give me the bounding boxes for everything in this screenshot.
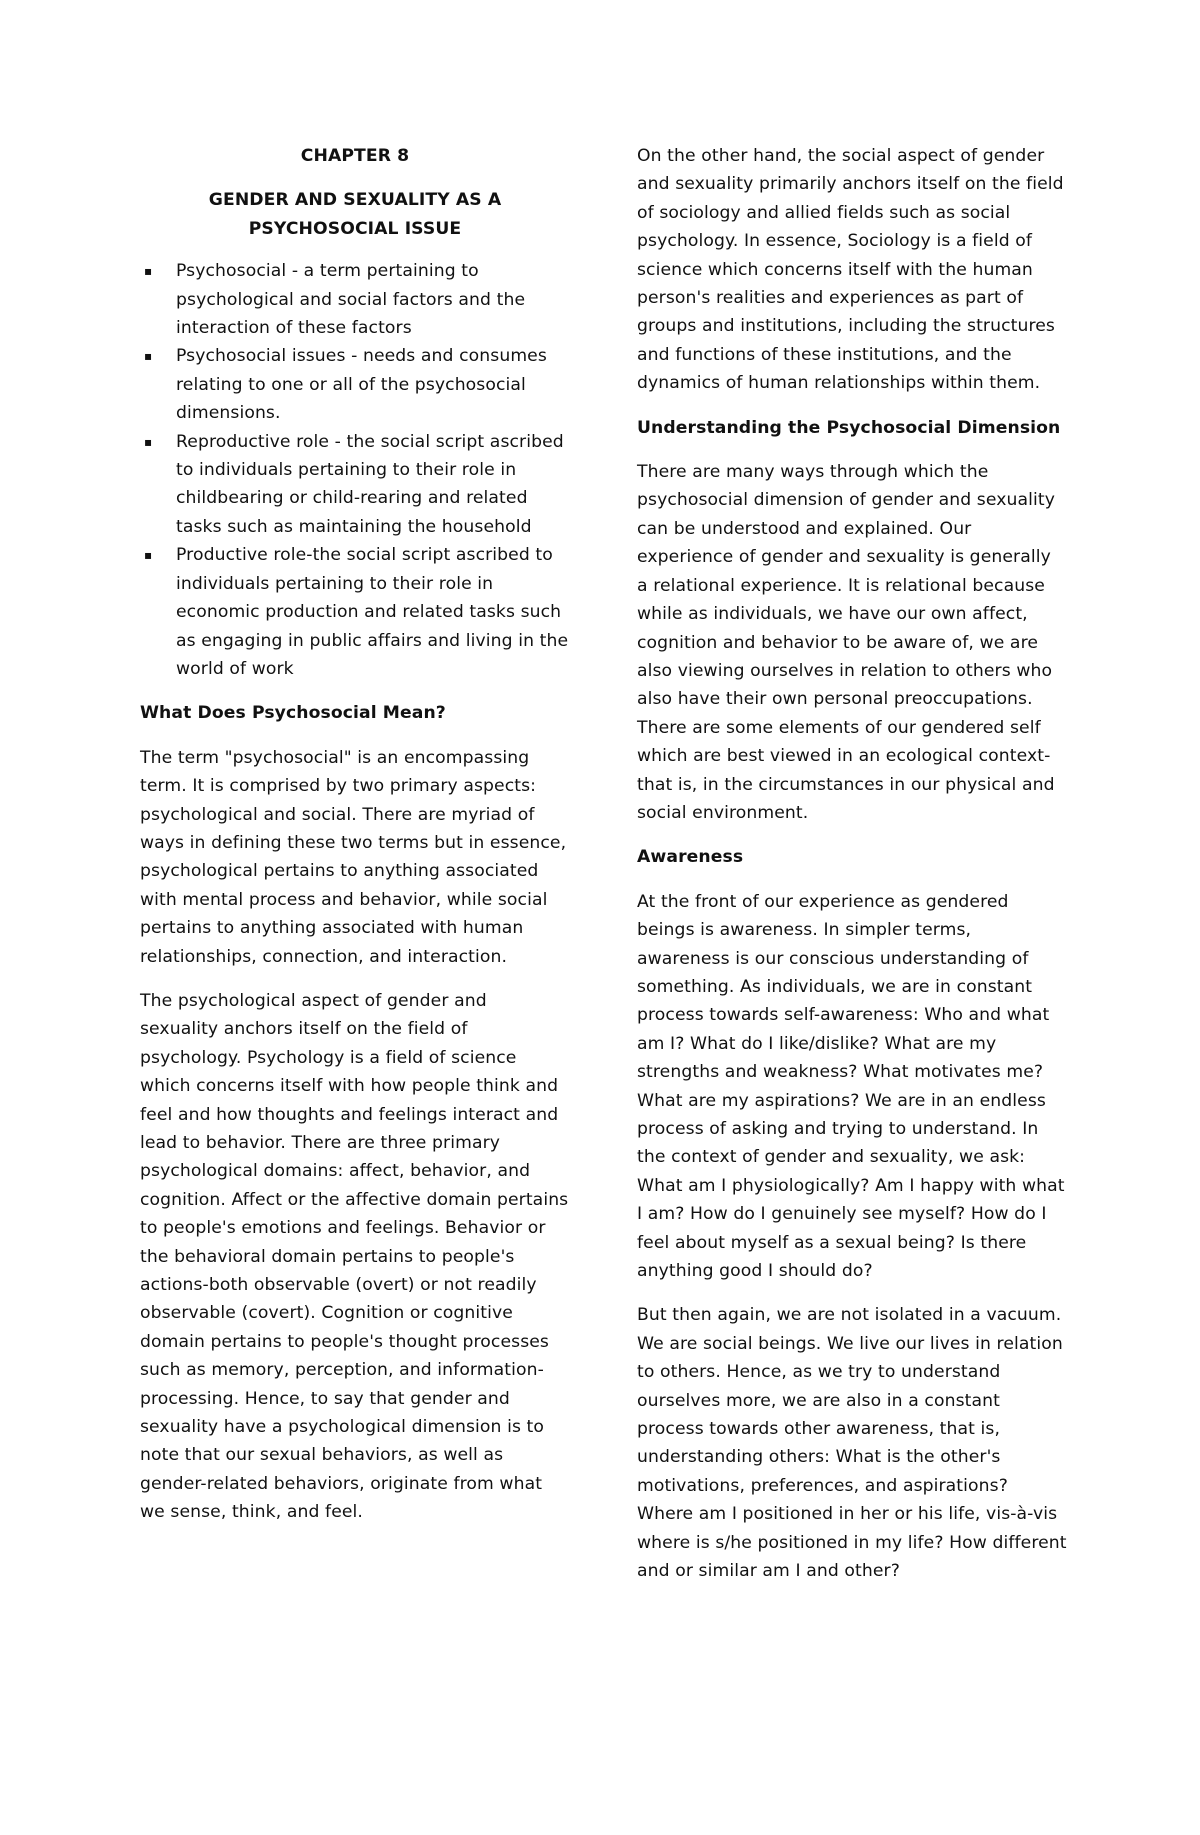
list-item: [140, 257, 570, 342]
list-item: [140, 541, 570, 683]
list-item-text: Psychosocial - a term pertaining to psychological and social factors and the interaction of these factors: [176, 261, 526, 339]
list-item-text: Psychosocial issues - needs and consumes relating to one or all of the psychosocial dimensions.: [176, 346, 547, 424]
paragraph-relational-experience: There are many ways through which the psychosocial dimension of gender and sexuality can be understood and explained. Our experience of gender and sexuality is generally a relational experience. It is relational because while as individuals, we have our own affect, cognition and behavior to be aware of, we are also viewing ourselves in relation to others who also have their own personal preoccupations. There are some elements of our gendered self which are best viewed in an ecological context- that is, in the circumstances in our physical and social environment.: [637, 462, 1055, 823]
left-column: [140, 142, 570, 1543]
chapter-title: GENDER AND SEXUALITY AS A PSYCHOSOCIAL ISSUE: [208, 190, 502, 239]
bullet-square-icon: ▪: [144, 434, 153, 449]
list-item-text: Reproductive role - the social script ascribed to individuals pertaining to their role in childbearing or child-rearing and related tasks such as maintaining the household: [176, 431, 564, 537]
section-heading-awareness: Awareness: [637, 847, 744, 868]
paragraph-psychological-aspect: The psychological aspect of gender and sexuality anchors itself on the field of psychology. Psychology is a field of science which concerns itself with how people think and feel and how thoughts and feelings interact and lead to behavior. There are three primary psychological domains: affect, behavior, and cognition. Affect or the affective domain pertains to people's emotions and feelings. Behavior or the behavioral domain pertains to people's actions-both observable (overt) or not readily observable (covert). Cognition or cognitive domain pertains to people's thought processes such as memory, perception, and information-processing. Hence, to say that gender and sexuality have a psychological dimension is to note that our sexual behaviors, as well as gender-related behaviors, originate from what we sense, think, and feel.: [140, 990, 569, 1523]
section-heading-psychosocial-dimension: Understanding the Psychosocial Dimension: [637, 417, 1061, 438]
list-item: [140, 342, 570, 427]
list-item: [140, 428, 570, 542]
paragraph-psychosocial-definition: The term "psychosocial" is an encompassing term. It is comprised by two primary aspects: psychological and social. There are myriad of ways in defining these two terms but in essence, psychological pertains to anything associated with mental process and behavior, while social pertains to anything associated with human relationships, connection, and interaction.: [140, 747, 567, 967]
paragraph-other-awareness: But then again, we are not isolated in a vacuum. We are social beings. We live our lives in relation to others. Hence, as we try to understand ourselves more, we are also in a constant process towards other awareness, that is, understanding others: What is the other's motivations, preferences, and aspirations? Where am I positioned in her or his life, vis-à-vis where is s/he positioned in my life? How different and or similar am I and other?: [637, 1305, 1067, 1582]
paragraph-self-awareness: At the front of our experience as gendered beings is awareness. In simpler terms, awareness is our conscious understanding of something. As individuals, we are in constant process towards self-awareness: Who and what am I? What do I like/dislike? What are my strengths and weakness? What motivates me? What are my aspirations? We are in an endless process of asking and trying to understand. In the context of gender and sexuality, we ask: What am I physiologically? Am I happy with what I am? How do I genuinely see myself? How do I feel about myself as a sexual being? Is there anything good I should do?: [637, 891, 1065, 1282]
bullet-square-icon: ▪: [144, 548, 153, 563]
chapter-label: CHAPTER 8: [300, 146, 410, 166]
definitions-list: [140, 257, 570, 683]
bullet-square-icon: ▪: [144, 264, 153, 279]
section-heading-psychosocial-meaning: What Does Psychosocial Mean?: [140, 703, 446, 724]
bullet-square-icon: ▪: [144, 349, 153, 364]
right-column: [637, 142, 1067, 1602]
list-item-text: Productive role-the social script ascribed to individuals pertaining to their role in economic production and related tasks such as engaging in public affairs and living in the world of work: [176, 545, 569, 679]
paragraph-social-aspect: On the other hand, the social aspect of gender and sexuality primarily anchors itself on the field of sociology and allied fields such as social psychology. In essence, Sociology is a field of science which concerns itself with the human person's realities and experiences as part of groups and institutions, including the structures and functions of these institutions, and the dynamics of human relationships within them.: [637, 146, 1064, 394]
